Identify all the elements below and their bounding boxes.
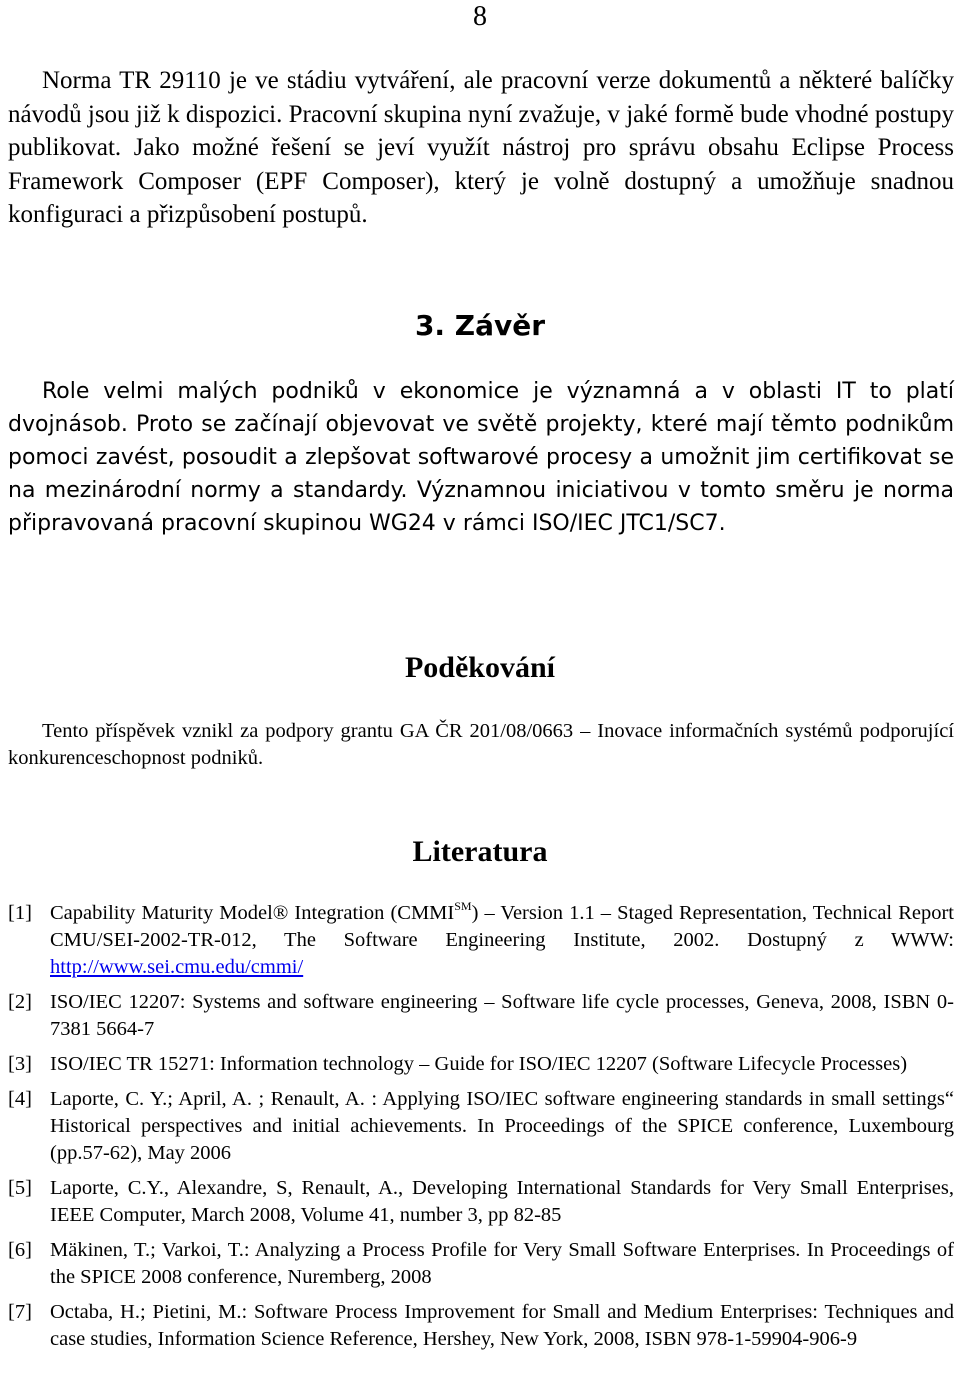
intro-paragraph: Norma TR 29110 je ve stádiu vytváření, ale pracovní verze dokumentů a některé balíčky návodů jsou již k dispozici. Pracovní skupina nyní zvažuje, v jaké formě bude vhodné postupy publikovat. Jako možné řešení se jeví využít nástroj pro správu obsahu Eclipse Process Framework Composer (EPF Composer), který je volně dostupný a umožňuje snadnou konfiguraci a přizpůsobení postupů. [8, 67, 954, 228]
reference-item [8, 900, 954, 981]
reference-number: [3] [8, 1053, 32, 1075]
reference-text: Mäkinen, T.; Varkoi, T.: Analyzing a Process Profile for Very Small Software Enterprises. In Proceedings of the SPICE 2008 conference, Nuremberg, 2008 [50, 1239, 954, 1288]
reference-text-part: ) – Version 1.1 – Staged Representation, Technical Report CMU/SEI-2002-TR-012, The Software Engineering Institute, 2002. Dostupný z WWW: [50, 902, 954, 951]
reference-text-part: Capability Maturity Model® Integration (CMMI [50, 902, 455, 924]
conclusion-heading: 3. Závěr [414, 309, 546, 342]
reference-number: [5] [8, 1177, 32, 1199]
reference-number: [2] [8, 991, 32, 1013]
reference-text: Laporte, C. Y.; April, A. ; Renault, A. : Applying ISO/IEC software engineering standards in small settings“ Historical perspectives and initial achievements. In Proceedings of the SPICE conference, Luxembourg (pp.57-62), May 2006 [50, 1088, 954, 1164]
literature-heading: Literatura [412, 835, 548, 868]
reference-text: ISO/IEC TR 15271: Information technology – Guide for ISO/IEC 12207 (Software Lifecycle Processes) [50, 1053, 908, 1075]
reference-number: [1] [8, 902, 32, 924]
reference-item [8, 1051, 954, 1078]
reference-text: Laporte, C.Y., Alexandre, S, Renault, A., Developing International Standards for Very Small Enterprises, IEEE Computer, March 2008, Volume 41, number 3, pp 82-85 [50, 1177, 954, 1226]
reference-number: [4] [8, 1088, 32, 1110]
reference-number: [6] [8, 1239, 32, 1261]
reference-text: Octaba, H.; Pietini, M.: Software Process Improvement for Small and Medium Enterprises: Techniques and case studies, Information Science Reference, Hershey, New York, 2008, ISBN 978-1-59904-906-9 [50, 1301, 954, 1350]
reference-text [50, 900, 954, 981]
reference-item [8, 989, 954, 1043]
reference-item [8, 1237, 954, 1291]
reference-item [8, 1299, 954, 1353]
page-number: 8 [473, 1, 487, 32]
reference-list [8, 900, 954, 1361]
acknowledgement-paragraph: Tento příspěvek vznikl za podpory grantu GA ČR 201/08/0663 – Inovace informačních systémů podporující konkurenceschopnost podniků. [8, 720, 954, 769]
reference-link[interactable]: http://www.sei.cmu.edu/cmmi/ [50, 956, 304, 978]
reference-item [8, 1086, 954, 1167]
acknowledgement-heading: Poděkování [404, 651, 556, 684]
conclusion-paragraph: Role velmi malých podniků v ekonomice je významná a v oblasti IT to platí dvojnásob. Proto se začínají objevovat ve světě projekty, které mají těmto podnikům pomoci zavést, posoudit a zlepšovat softwarové procesy a umožnit jim certifikovat se na mezinárodní normy a standardy. Významnou iniciativou v tomto směru je norma připravovaná pracovní skupinou WG24 v rámci ISO/IEC JTC1/SC7. [8, 379, 954, 536]
reference-number: [7] [8, 1301, 32, 1323]
reference-text: ISO/IEC 12207: Systems and software engineering – Software life cycle processes, Geneva, 2008, ISBN 0-7381 5664-7 [50, 991, 954, 1040]
service-mark-superscript: SM [454, 899, 472, 913]
reference-item [8, 1175, 954, 1229]
